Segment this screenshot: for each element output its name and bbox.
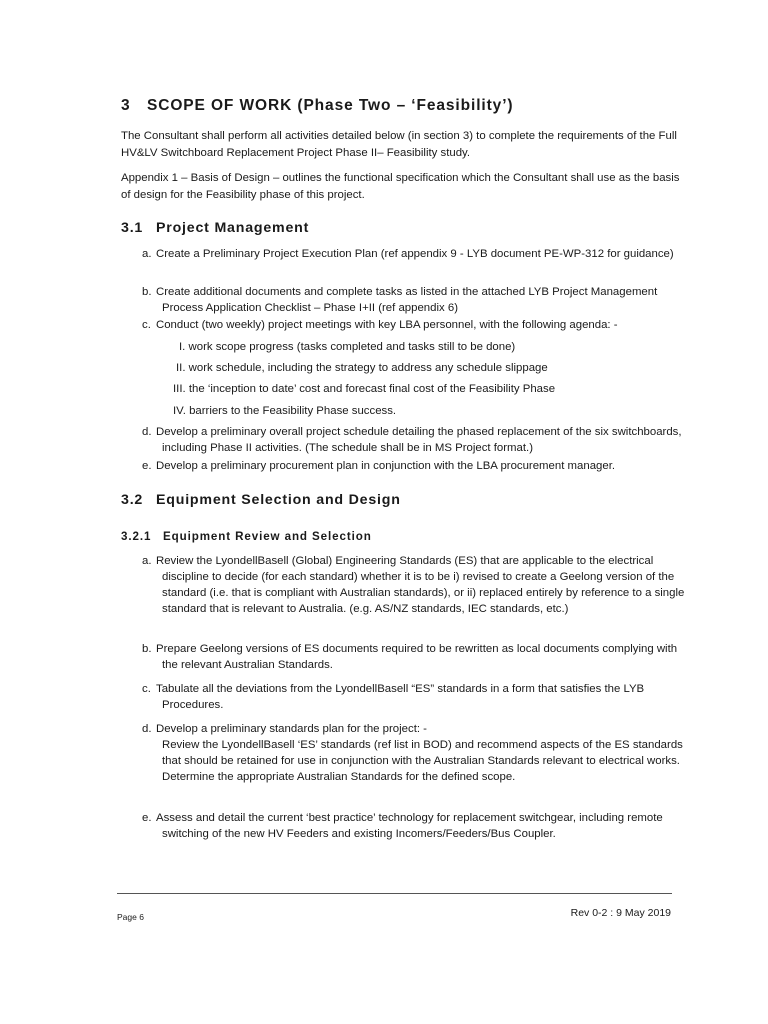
agenda-item: [179, 339, 659, 355]
list-item: [142, 424, 692, 456]
agenda-item: [173, 403, 653, 419]
item-label: e.: [142, 812, 152, 824]
item-label: b.: [142, 643, 152, 655]
item-text: Tabulate all the deviations from the LyondellBasell “ES” standards in a form that satisfies the LYB Procedures.: [156, 683, 645, 711]
agenda-item: [173, 381, 653, 397]
agenda-label: III.: [173, 383, 186, 395]
list-item: [142, 284, 692, 316]
item-text: Create a Preliminary Project Execution Plan (ref appendix 9 - LYB document PE-WP-312 for guidance): [156, 248, 674, 260]
footer-divider: [117, 893, 672, 894]
item-text: Develop a preliminary standards plan for the project: -: [156, 723, 427, 735]
item-text: Assess and detail the current ‘best practice’ technology for replacement switchgear, including remote switching of the new HV Feeders and existing Incomers/Feeders/Bus Coupler.: [156, 812, 663, 840]
section-3-heading: [121, 97, 513, 115]
item-label: d.: [142, 723, 152, 735]
agenda-label: II.: [176, 362, 186, 374]
appendix-paragraph: Appendix 1 – Basis of Design – outlines the functional specification which the Consultant shall use as the basis of design for the Feasibility phase of this project.: [121, 172, 680, 201]
section-title: SCOPE OF WORK (Phase Two – ‘Feasibility’): [147, 97, 514, 114]
section-title: Project Management: [156, 220, 310, 236]
item-label: c.: [142, 319, 151, 331]
agenda-text: work scope progress (tasks completed and tasks still to be done): [188, 341, 516, 353]
section-title: Equipment Review and Selection: [163, 530, 372, 543]
item-label: e.: [142, 460, 152, 472]
section-3-1-heading: [121, 220, 309, 236]
page-number: Page 6: [117, 912, 144, 922]
section-title: Equipment Selection and Design: [156, 492, 401, 508]
section-number: 3.2.1: [121, 530, 152, 543]
list-item: [142, 553, 692, 617]
section-number: 3.2: [121, 492, 144, 508]
item-text: Prepare Geelong versions of ES documents required to be rewritten as local documents complying with the relevant Australian Standards.: [156, 643, 678, 671]
section-number: 3.1: [121, 220, 144, 236]
agenda-item: [176, 360, 656, 376]
item-label: b.: [142, 286, 152, 298]
list-item: [142, 317, 692, 333]
agenda-text: work schedule, including the strategy to address any schedule slippage: [188, 362, 548, 374]
item-label: d.: [142, 426, 152, 438]
agenda-text: barriers to the Feasibility Phase success.: [189, 405, 397, 417]
item-continuation: Determine the appropriate Australian Standards for the defined scope.: [162, 771, 516, 783]
list-item: [142, 641, 692, 673]
list-item: [142, 246, 692, 262]
section-number: 3: [121, 97, 131, 114]
list-item: [142, 458, 692, 474]
revision-label: Rev 0-2 : 9 May 2019: [570, 907, 671, 919]
item-label: a.: [142, 555, 152, 567]
item-label: a.: [142, 248, 152, 260]
agenda-label: IV.: [173, 405, 186, 417]
item-text: Review the LyondellBasell (Global) Engineering Standards (ES) that are applicable to the electrical discipline to decide (for each standard) whether it is to be i) revised to create a Geelong version of the standard (i.e. that is compliant with Australian standards), or ii) replaced entirely by reference to a single standard that is relevant to Australia. (e.g. AS/NZ standards, IEC standards, etc.): [156, 555, 685, 615]
agenda-label: I.: [179, 341, 186, 353]
item-text: Conduct (two weekly) project meetings with key LBA personnel, with the following agenda: -: [156, 319, 618, 331]
list-item: [142, 810, 692, 842]
scope-paragraph: The Consultant shall perform all activities detailed below (in section 3) to complete the requirements of the Full HV&LV Switchboard Replacement Project Phase II– Feasibility study.: [121, 130, 677, 159]
item-text: Develop a preliminary overall project schedule detailing the phased replacement of the six switchboards, including Phase II activities. (The schedule shall be in MS Project format.): [156, 426, 682, 454]
item-text: Create additional documents and complete tasks as listed in the attached LYB Project Management Process Application Checklist – Phase I+II (ref appendix 6): [156, 286, 658, 314]
list-item: [142, 681, 692, 713]
section-3-2-1-heading: [121, 530, 372, 543]
section-3-2-heading: [121, 492, 401, 508]
item-label: c.: [142, 683, 151, 695]
agenda-text: the ‘inception to date’ cost and forecast final cost of the Feasibility Phase: [188, 383, 556, 395]
list-item: [142, 721, 692, 785]
item-continuation: Review the LyondellBasell ‘ES’ standards (ref list in BOD) and recommend aspects of the ES standards that should be retained for use in conjunction with the Australian Standards relevant to electrical works.: [162, 739, 683, 767]
item-text: Develop a preliminary procurement plan in conjunction with the LBA procurement manager.: [156, 460, 616, 472]
